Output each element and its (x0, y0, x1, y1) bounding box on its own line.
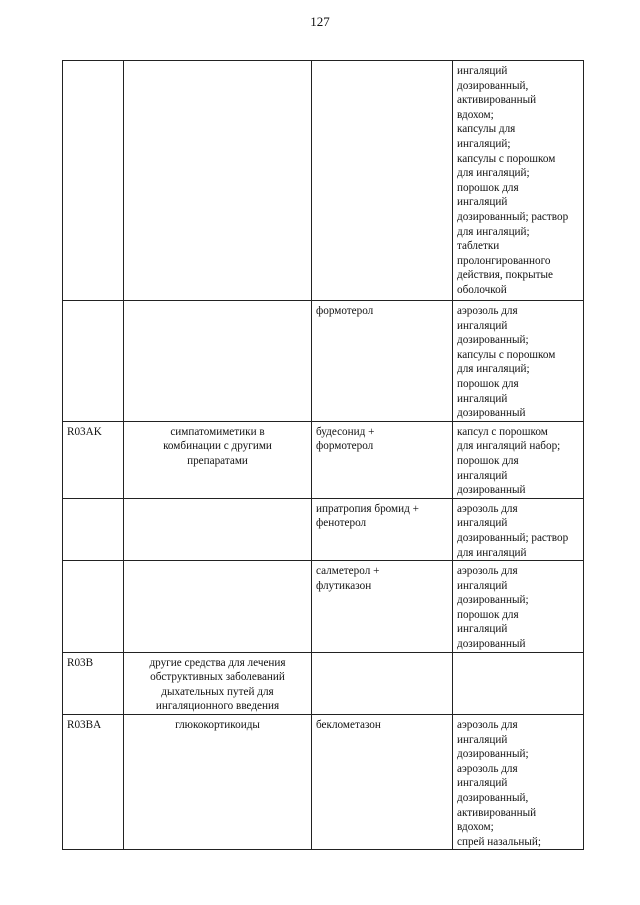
atc-code-cell: R03B (63, 652, 124, 714)
atc-code-cell: R03AK (63, 421, 124, 498)
atc-code-cell (63, 301, 124, 422)
dosage-form-cell: аэрозоль для ингаляций дозированный; порошок для ингаляций дозированный (453, 561, 584, 653)
dosage-form-cell: ингаляций дозированный, активированный вдохом; капсулы для ингаляций; капсулы с порошком для ингаляций; порошок для ингаляций дозированный; раствор для ингаляций; таблетки пролонгированного действия, покрытые оболочкой (453, 61, 584, 301)
dosage-form-cell: аэрозоль для ингаляций дозированный; капсулы с порошком для ингаляций; порошок для ингаляций дозированный (453, 301, 584, 422)
group-name-cell (124, 561, 312, 653)
table-row (63, 561, 584, 653)
table-row (63, 652, 584, 714)
group-name-cell: другие средства для лечения обструктивных заболеваний дыхательных путей для ингаляционного введения (124, 652, 312, 714)
atc-code-cell (63, 561, 124, 653)
table-row (63, 498, 584, 560)
group-name-cell: глюкокортикоиды (124, 715, 312, 850)
group-name-cell (124, 301, 312, 422)
dosage-form-cell: аэрозоль для ингаляций дозированный; раствор для ингаляций (453, 498, 584, 560)
group-name-cell: симпатомиметики в комбинации с другими препаратами (124, 421, 312, 498)
dosage-form-cell: капсул с порошком для ингаляций набор; порошок для ингаляций дозированный (453, 421, 584, 498)
drug-name-cell (312, 61, 453, 301)
atc-code-cell (63, 61, 124, 301)
table-row (63, 61, 584, 301)
drug-table (62, 60, 584, 850)
dosage-form-cell (453, 652, 584, 714)
atc-code-cell: R03BA (63, 715, 124, 850)
atc-code-cell (63, 498, 124, 560)
drug-name-cell (312, 652, 453, 714)
drug-name-cell: формотерол (312, 301, 453, 422)
table-row (63, 301, 584, 422)
table-row (63, 421, 584, 498)
drug-name-cell: беклометазон (312, 715, 453, 850)
drug-name-cell: ипратропия бромид + фенотерол (312, 498, 453, 560)
dosage-form-cell: аэрозоль для ингаляций дозированный; аэрозоль для ингаляций дозированный, активированный вдохом; спрей назальный; (453, 715, 584, 850)
group-name-cell (124, 61, 312, 301)
drug-name-cell: салметерол + флутиказон (312, 561, 453, 653)
group-name-cell (124, 498, 312, 560)
page-number: 127 (310, 14, 330, 29)
drug-name-cell: будесонид + формотерол (312, 421, 453, 498)
table-row (63, 715, 584, 850)
